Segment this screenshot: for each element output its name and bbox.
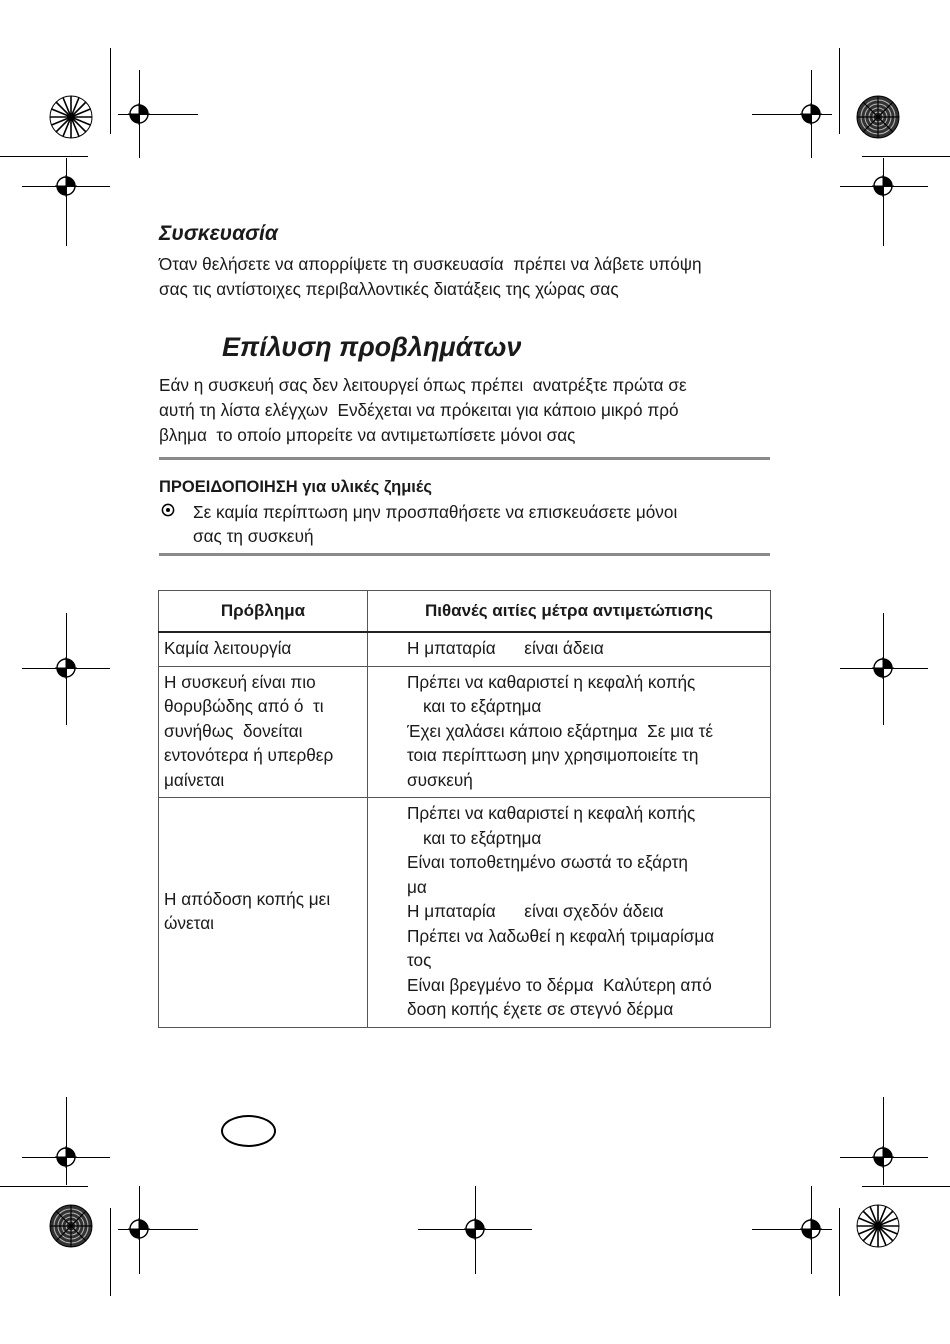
problem-line: Η απόδοση κοπής μει xyxy=(164,888,331,909)
cause-line: Η μπαταρία είναι σχεδόν άδεια xyxy=(407,901,664,921)
warning-line: σας τη συσκευή xyxy=(193,526,314,546)
causes-cell xyxy=(368,798,771,1028)
registration-target-icon xyxy=(55,657,77,679)
warning-bottom-rule xyxy=(159,553,770,556)
packaging-title: Συσκευασία xyxy=(159,222,278,245)
cause-line: Είναι βρεγμένο το δέρμα Καλύτερη από xyxy=(407,974,712,995)
table-row xyxy=(159,632,771,666)
intro-line: βλημα το οποίο μπορείτε να αντιμετωπίσετε μόνοι σας xyxy=(159,425,576,445)
registration-target-icon xyxy=(55,175,77,197)
causes-cell xyxy=(368,632,771,666)
causes-cell xyxy=(368,666,771,798)
cause-line: δοση κοπής έχετε σε στεγνό δέρμα xyxy=(407,999,674,1019)
cause-line: Πρέπει να λαδωθεί η κεφαλή τριμαρίσμα xyxy=(407,925,715,946)
problem-line: μαίνεται xyxy=(164,769,225,790)
intro-line: Εάν η συσκευή σας δεν λειτουργεί όπως πρέπει ανατρέξτε πρώτα σε xyxy=(159,375,687,395)
cause-line: τοια περίπτωση μην χρησιμοποιείτε τη xyxy=(407,745,699,765)
cause-line: μα xyxy=(407,876,427,897)
cause-line: Έχει χαλάσει κάποιο εξάρτημα Σε μια τέ xyxy=(407,720,714,741)
problem-line: ώνεται xyxy=(164,913,214,934)
problem-cell xyxy=(159,798,368,1028)
circle-dot-icon xyxy=(161,503,175,517)
warning-top-rule xyxy=(159,457,770,460)
registration-target-icon xyxy=(128,1218,150,1240)
problem-cell xyxy=(159,666,368,798)
problem-line: Η συσκευή είναι πιο xyxy=(164,671,316,692)
problem-cell xyxy=(159,632,368,666)
problem-line: εντονότερα ή υπερθερ xyxy=(164,745,334,765)
registration-target-icon xyxy=(800,103,822,125)
cause-line: Πρέπει να καθαριστεί η κεφαλή κοπής xyxy=(407,803,696,823)
language-marker-oval xyxy=(221,1115,276,1147)
starburst-target-icon xyxy=(856,95,900,139)
cause-line: Είναι τοποθετημένο σωστά το εξάρτη xyxy=(407,852,688,872)
problem-line: Καμία λειτουργία xyxy=(164,638,292,658)
registration-target-icon xyxy=(872,657,894,679)
table-row xyxy=(159,798,771,1028)
troubleshooting-title: Επίλυση προβλημάτων xyxy=(222,332,522,362)
troubleshooting-table xyxy=(158,590,771,1028)
intro-line: αυτή τη λίστα ελέγχων Ενδέχεται να πρόκειται για κάποιο μικρό πρό xyxy=(159,400,679,420)
cause-line: τος xyxy=(407,950,432,970)
column-header-problem: Πρόβλημα xyxy=(159,591,368,633)
column-header-causes: Πιθανές αιτίες μέτρα αντιμετώπισης xyxy=(368,591,771,633)
registration-target-icon xyxy=(55,1146,77,1168)
cause-line: συσκευή xyxy=(407,769,473,790)
starburst-target-icon xyxy=(49,1204,93,1248)
registration-target-icon xyxy=(872,1146,894,1168)
cause-line: Πρέπει να καθαριστεί η κεφαλή κοπής xyxy=(407,671,696,692)
warning-title: ΠΡΟΕΙΔΟΠΟΙΗΣΗ για υλικές ζημιές xyxy=(159,478,432,496)
registration-target-icon xyxy=(800,1218,822,1240)
packaging-text xyxy=(159,252,702,302)
problem-line: συνήθως δονείται xyxy=(164,720,303,741)
starburst-target-icon xyxy=(49,95,93,139)
starburst-target-icon xyxy=(856,1204,900,1248)
troubleshooting-intro xyxy=(159,373,687,448)
warning-line: Σε καμία περίπτωση μην προσπαθήσετε να επισκευάσετε μόνοι xyxy=(193,502,678,522)
cause-line: Η μπαταρία είναι άδεια xyxy=(407,638,604,658)
table-header-row xyxy=(159,591,771,633)
packaging-line: σας τις αντίστοιχες περιβαλλοντικές διατάξεις της χώρας σας xyxy=(159,279,619,299)
problem-line: θορυβώδης από ό τι xyxy=(164,696,324,716)
packaging-line: Όταν θελήσετε να απορρίψετε τη συσκευασία πρέπει να λάβετε υπόψη xyxy=(159,254,702,274)
cause-line: και το εξάρτημα xyxy=(423,696,542,716)
registration-target-icon xyxy=(872,175,894,197)
registration-target-icon xyxy=(464,1218,486,1240)
registration-target-icon xyxy=(128,103,150,125)
table-row xyxy=(159,666,771,798)
cause-line: και το εξάρτημα xyxy=(423,827,542,848)
warning-text xyxy=(193,500,677,548)
